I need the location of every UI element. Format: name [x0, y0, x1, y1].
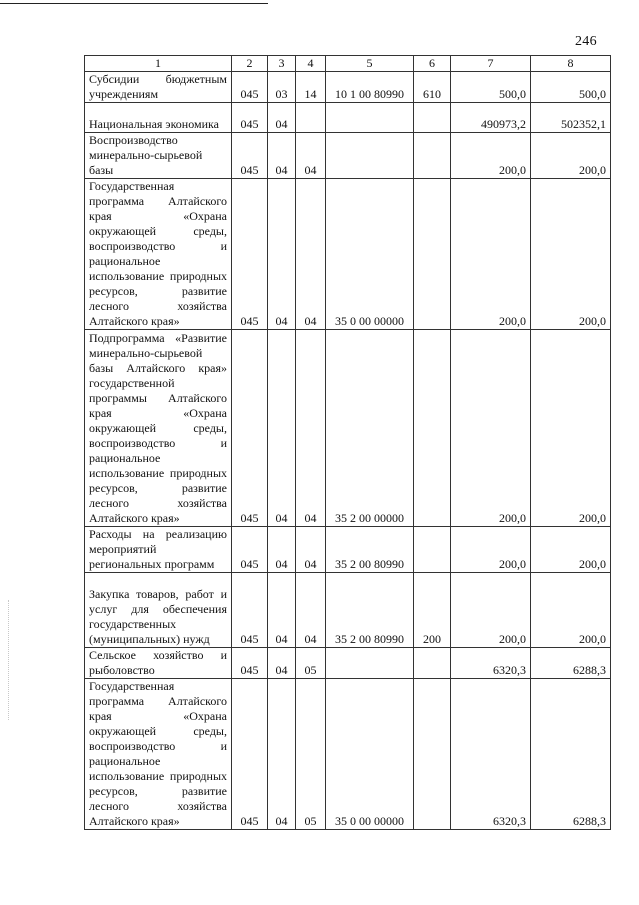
- table-row: [85, 679, 611, 830]
- cell-expense-type: [414, 103, 451, 133]
- cell-target-article: 35 2 00 00000: [326, 330, 414, 527]
- cell-admin-code: 045: [232, 648, 268, 679]
- cell-subsection: 04: [296, 527, 326, 573]
- cell-target-article: 35 2 00 80990: [326, 573, 414, 648]
- cell-target-article: [326, 103, 414, 133]
- row-name: Расходы на реализацию мероприятий региональных программ: [85, 527, 232, 573]
- cell-subsection: 04: [296, 330, 326, 527]
- row-name: Государственная программа Алтайского края «Охрана окружающей среды, воспроизводство и рациональное использование природных ресурсов, развитие лесного хозяйства Алтайского края»: [85, 679, 232, 830]
- cell-subsection: [296, 103, 326, 133]
- cell-subsection: 04: [296, 179, 326, 330]
- row-name: Воспроизводство минерально-сырьевой базы: [85, 133, 232, 179]
- table-row: [85, 573, 611, 648]
- header-col-5: 5: [326, 56, 414, 72]
- cell-section: 04: [268, 330, 296, 527]
- cell-amount-year1: 6320,3: [451, 648, 531, 679]
- header-col-1: 1: [85, 56, 232, 72]
- table-header-row: [85, 56, 611, 72]
- cell-target-article: [326, 133, 414, 179]
- cell-admin-code: 045: [232, 679, 268, 830]
- cell-admin-code: 045: [232, 133, 268, 179]
- cell-section: 04: [268, 648, 296, 679]
- header-col-2: 2: [232, 56, 268, 72]
- cell-admin-code: 045: [232, 179, 268, 330]
- cell-target-article: 35 2 00 80990: [326, 527, 414, 573]
- table-row: [85, 179, 611, 330]
- top-rule: [0, 3, 268, 4]
- cell-section: 04: [268, 527, 296, 573]
- cell-amount-year2: 6288,3: [531, 679, 611, 830]
- cell-amount-year2: 500,0: [531, 72, 611, 103]
- table-row: [85, 103, 611, 133]
- cell-amount-year2: 502352,1: [531, 103, 611, 133]
- table-row: [85, 72, 611, 103]
- cell-admin-code: 045: [232, 330, 268, 527]
- cell-expense-type: [414, 179, 451, 330]
- cell-amount-year1: 490973,2: [451, 103, 531, 133]
- cell-amount-year1: 200,0: [451, 179, 531, 330]
- row-name: Национальная экономика: [85, 103, 232, 133]
- cell-section: 04: [268, 679, 296, 830]
- cell-subsection: 04: [296, 133, 326, 179]
- cell-subsection: 05: [296, 648, 326, 679]
- cell-target-article: 35 0 00 00000: [326, 679, 414, 830]
- row-name: Государственная программа Алтайского края «Охрана окружающей среды, воспроизводство и рациональное использование природных ресурсов, развитие лесного хозяйства Алтайского края»: [85, 179, 232, 330]
- cell-subsection: 04: [296, 573, 326, 648]
- cell-section: 04: [268, 103, 296, 133]
- header-col-7: 7: [451, 56, 531, 72]
- cell-section: 03: [268, 72, 296, 103]
- cell-amount-year2: 200,0: [531, 573, 611, 648]
- cell-amount-year2: 6288,3: [531, 648, 611, 679]
- row-name: Закупка товаров, работ и услуг для обеспечения государственных (муниципальных) нужд: [85, 573, 232, 648]
- cell-expense-type: [414, 330, 451, 527]
- cell-subsection: 05: [296, 679, 326, 830]
- header-col-4: 4: [296, 56, 326, 72]
- cell-section: 04: [268, 179, 296, 330]
- cell-admin-code: 045: [232, 103, 268, 133]
- cell-amount-year1: 200,0: [451, 330, 531, 527]
- cell-expense-type: 610: [414, 72, 451, 103]
- row-name: Подпрограмма «Развитие минерально-сырьевой базы Алтайского края» государственной программы Алтайского края «Охрана окружающей среды, воспроизводство и рациональное использование природных ресурсов, развитие лесного хозяйства Алтайского края»: [85, 330, 232, 527]
- cell-admin-code: 045: [232, 573, 268, 648]
- table-row: [85, 330, 611, 527]
- row-name: Субсидии бюджетным учреждениям: [85, 72, 232, 103]
- cell-amount-year1: 200,0: [451, 133, 531, 179]
- cell-expense-type: [414, 133, 451, 179]
- cell-target-article: 10 1 00 80990: [326, 72, 414, 103]
- cell-amount-year2: 200,0: [531, 179, 611, 330]
- cell-amount-year2: 200,0: [531, 133, 611, 179]
- cell-amount-year2: 200,0: [531, 330, 611, 527]
- cell-expense-type: [414, 527, 451, 573]
- cell-amount-year1: 6320,3: [451, 679, 531, 830]
- cell-admin-code: 045: [232, 527, 268, 573]
- cell-section: 04: [268, 573, 296, 648]
- header-col-3: 3: [268, 56, 296, 72]
- cell-amount-year1: 500,0: [451, 72, 531, 103]
- cell-target-article: 35 0 00 00000: [326, 179, 414, 330]
- cell-amount-year1: 200,0: [451, 573, 531, 648]
- table-row: [85, 133, 611, 179]
- cell-target-article: [326, 648, 414, 679]
- cell-expense-type: [414, 679, 451, 830]
- header-col-6: 6: [414, 56, 451, 72]
- cell-expense-type: [414, 648, 451, 679]
- cell-amount-year1: 200,0: [451, 527, 531, 573]
- table-row: [85, 648, 611, 679]
- cell-amount-year2: 200,0: [531, 527, 611, 573]
- cell-subsection: 14: [296, 72, 326, 103]
- row-name: Сельское хозяйство и рыболовство: [85, 648, 232, 679]
- page-number: 246: [575, 34, 597, 49]
- budget-table: [84, 55, 611, 830]
- table-row: [85, 527, 611, 573]
- header-col-8: 8: [531, 56, 611, 72]
- scan-edge-marks: [8, 600, 11, 720]
- cell-admin-code: 045: [232, 72, 268, 103]
- cell-section: 04: [268, 133, 296, 179]
- cell-expense-type: 200: [414, 573, 451, 648]
